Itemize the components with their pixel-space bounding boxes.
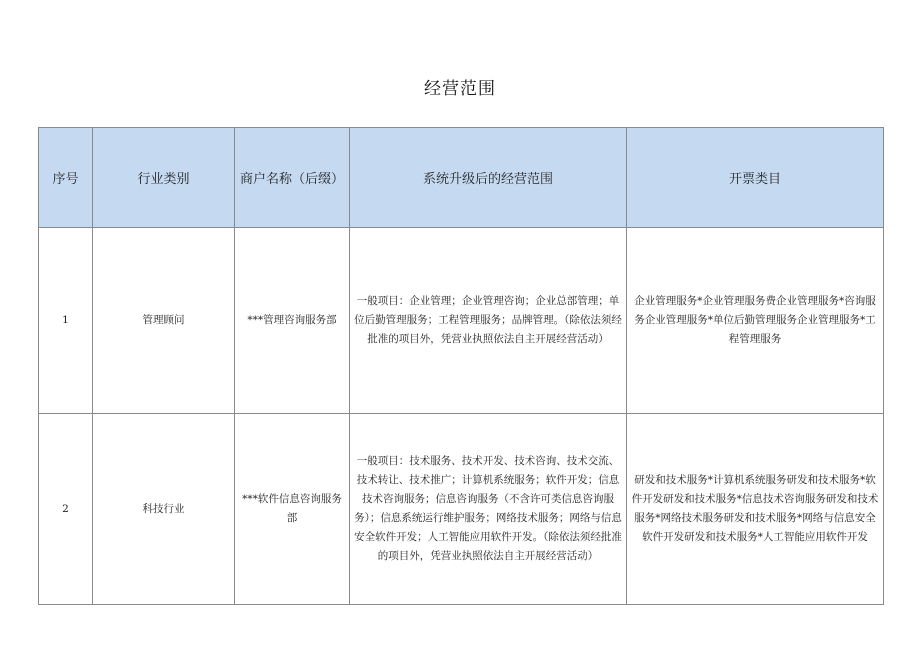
row-index: 2: [39, 414, 93, 605]
table-row: [39, 414, 884, 605]
table-row: [39, 228, 884, 414]
business-scope-table: [38, 127, 884, 605]
row-industry: 管理顾问: [93, 228, 235, 414]
row-merchant: ***管理咨询服务部: [235, 228, 350, 414]
row-index: 1: [39, 228, 93, 414]
row-scope: 一般项目：技术服务、技术开发、技术咨询、技术交流、技术转让、技术推广；计算机系统服务；软件开发；信息技术咨询服务；信息咨询服务（不含许可类信息咨询服务）；信息系统运行维护服务；网络技术服务；网络与信息安全软件开发；人工智能应用软件开发。（除依法须经批准的项目外，凭营业执照依法自主开展经营活动）: [350, 414, 627, 605]
header-merchant: 商户名称（后缀）: [235, 128, 350, 228]
header-scope: 系统升级后的经营范围: [350, 128, 627, 228]
row-scope: 一般项目：企业管理；企业管理咨询；企业总部管理；单位后勤管理服务；工程管理服务；品牌管理。（除依法须经批准的项目外，凭营业执照依法自主开展经营活动）: [350, 228, 627, 414]
document-title: 经营范围: [424, 79, 496, 99]
row-invoice: 企业管理服务*企业管理服务费企业管理服务*咨询服务企业管理服务*单位后勤管理服务企业管理服务*工程管理服务: [627, 228, 884, 414]
header-index: 序号: [39, 128, 93, 228]
header-industry: 行业类别: [93, 128, 235, 228]
row-invoice: 研发和技术服务*计算机系统服务研发和技术服务*软件开发研发和技术服务*信息技术咨询服务研发和技术服务*网络技术服务研发和技术服务*网络与信息安全软件开发研发和技术服务*人工智能应用软件开发: [627, 414, 884, 605]
row-merchant: ***软件信息咨询服务部: [235, 414, 350, 605]
table-header-row: [39, 128, 884, 228]
row-industry: 科技行业: [93, 414, 235, 605]
header-invoice: 开票类目: [627, 128, 884, 228]
